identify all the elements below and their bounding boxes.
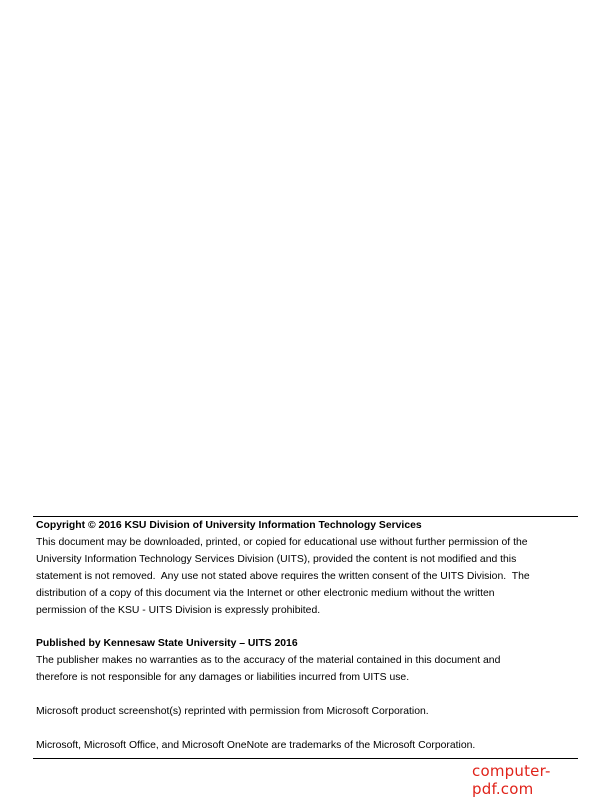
copyright-line: permission of the KSU - UITS Division is expressly prohibited. [36,604,321,616]
watermark-link[interactable]: computer-pdf.com [472,762,551,798]
trademarks-notice: Microsoft, Microsoft Office, and Microsoft OneNote are trademarks of the Microsoft Corporation. [36,739,476,751]
bottom-divider [33,758,578,759]
copyright-line: University Information Technology Services Division (UITS), provided the content is not modified and this [36,553,517,565]
copyright-line: distribution of a copy of this document via the Internet or other electronic medium without the written [36,587,495,599]
copyright-notice-block [36,518,576,755]
screenshots-notice: Microsoft product screenshot(s) reprinted with permission from Microsoft Corporation. [36,705,429,717]
paragraph-spacer [36,687,576,704]
paragraph-spacer [36,721,576,738]
copyright-line: This document may be downloaded, printed, or copied for educational use without further permission of the [36,536,528,548]
paragraph-spacer [36,619,576,636]
publisher-heading: Published by Kennesaw State University – UITS 2016 [36,638,298,650]
top-divider [33,516,578,517]
copyright-line: statement is not removed. Any use not stated above requires the written consent of the UITS Division. The [36,570,530,582]
copyright-heading: Copyright © 2016 KSU Division of University Information Technology Services [36,520,422,531]
publisher-line: therefore is not responsible for any damages or liabilities incurred from UITS use. [36,672,410,684]
publisher-line: The publisher makes no warranties as to the accuracy of the material contained in this document and [36,655,501,667]
